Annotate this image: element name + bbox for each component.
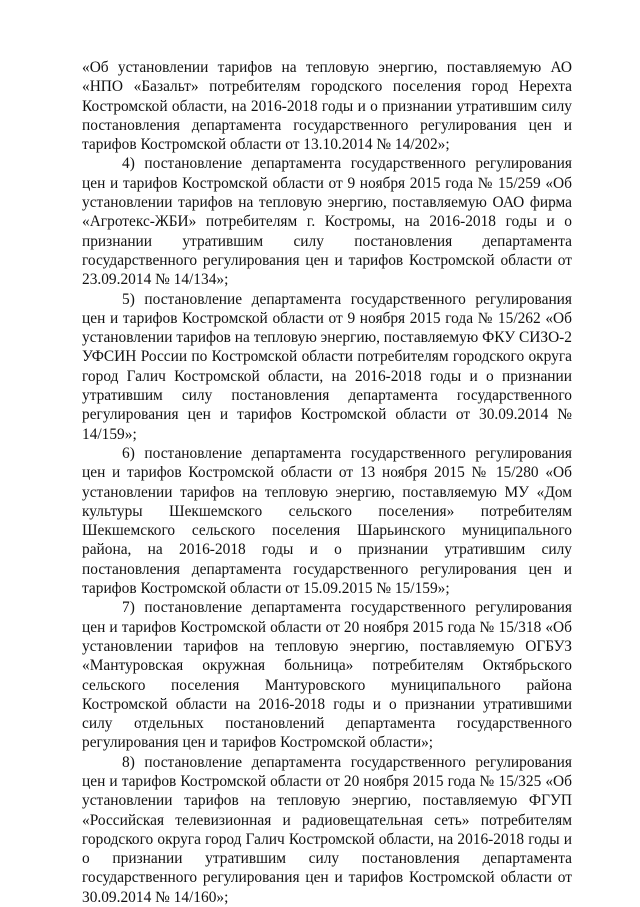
paragraph-item-6: 6) постановление департамента государственного регулирования цен и тарифов Костромской области от 13 ноября 2015 № 15/280 «Об установлении тарифов на тепловую энергию, поставляемую МУ «Дом культуры Шекшемского сельского поселения» потребителям Шекшемского сельского поселения Шарьинского муниципального района, на 2016-2018 годы и о признании утратившим силу постановления департамента государственного регулирования цен и тарифов Костромской области от 15.09.2015 № 15/159»; bbox=[82, 444, 572, 598]
paragraph-item-8: 8) постановление департамента государственного регулирования цен и тарифов Костромской области от 20 ноября 2015 года № 15/325 «Об установлении тарифов на тепловую энергию, поставляемую ФГУП «Российская телевизионная и радиовещательная сеть» потребителям городского округа город Галич Костромской области, на 2016-2018 годы и о признании утратившим силу постановления департамента государственного регулирования цен и тарифов Костромской области от 30.09.2014 № 14/160»; bbox=[82, 753, 572, 906]
paragraph-item-4: 4) постановление департамента государственного регулирования цен и тарифов Костромской области от 9 ноября 2015 года № 15/259 «Об установлении тарифов на тепловую энергию, поставляемую ОАО фирма «Агротекс-ЖБИ» потребителям г. Костромы, на 2016-2018 годы и о признании утратившим силу постановления департамента государственного регулирования цен и тарифов Костромской области от 23.09.2014 № 14/134»; bbox=[82, 155, 572, 289]
paragraph-item-7: 7) постановление департамента государственного регулирования цен и тарифов Костромской области от 20 ноября 2015 года № 15/318 «Об установлении тарифов на тепловую энергию, поставляемую ОГБУЗ «Мантуровская окружная больница» потребителям Октябрьского сельского поселения Мантуровского муниципального района Костромской области на 2016-2018 годы и о признании утратившими силу отдельных постановлений департамента государственного регулирования цен и тарифов Костромской области»; bbox=[82, 599, 572, 752]
document-page bbox=[82, 58, 572, 907]
paragraph-continuation: «Об установлении тарифов на тепловую энергию, поставляемую АО «НПО «Базальт» потребителям городского поселения город Нерехта Костромской области, на 2016-2018 годы и о признании утратившим силу постановления департамента государственного регулирования цен и тарифов Костромской области от 13.10.2014 № 14/202»; bbox=[82, 59, 572, 154]
paragraph-item-5: 5) постановление департамента государственного регулирования цен и тарифов Костромской области от 9 ноября 2015 года № 15/262 «Об установлении тарифов на тепловую энергию, поставляемую ФКУ СИЗО-2 УФСИН России по Костромской области потребителям городского округа город Галич Костромской области, на 2016-2018 годы и о признании утратившим силу постановления департамента государственного регулирования цен и тарифов Костромской области от 30.09.2014 № 14/159»; bbox=[82, 290, 572, 443]
